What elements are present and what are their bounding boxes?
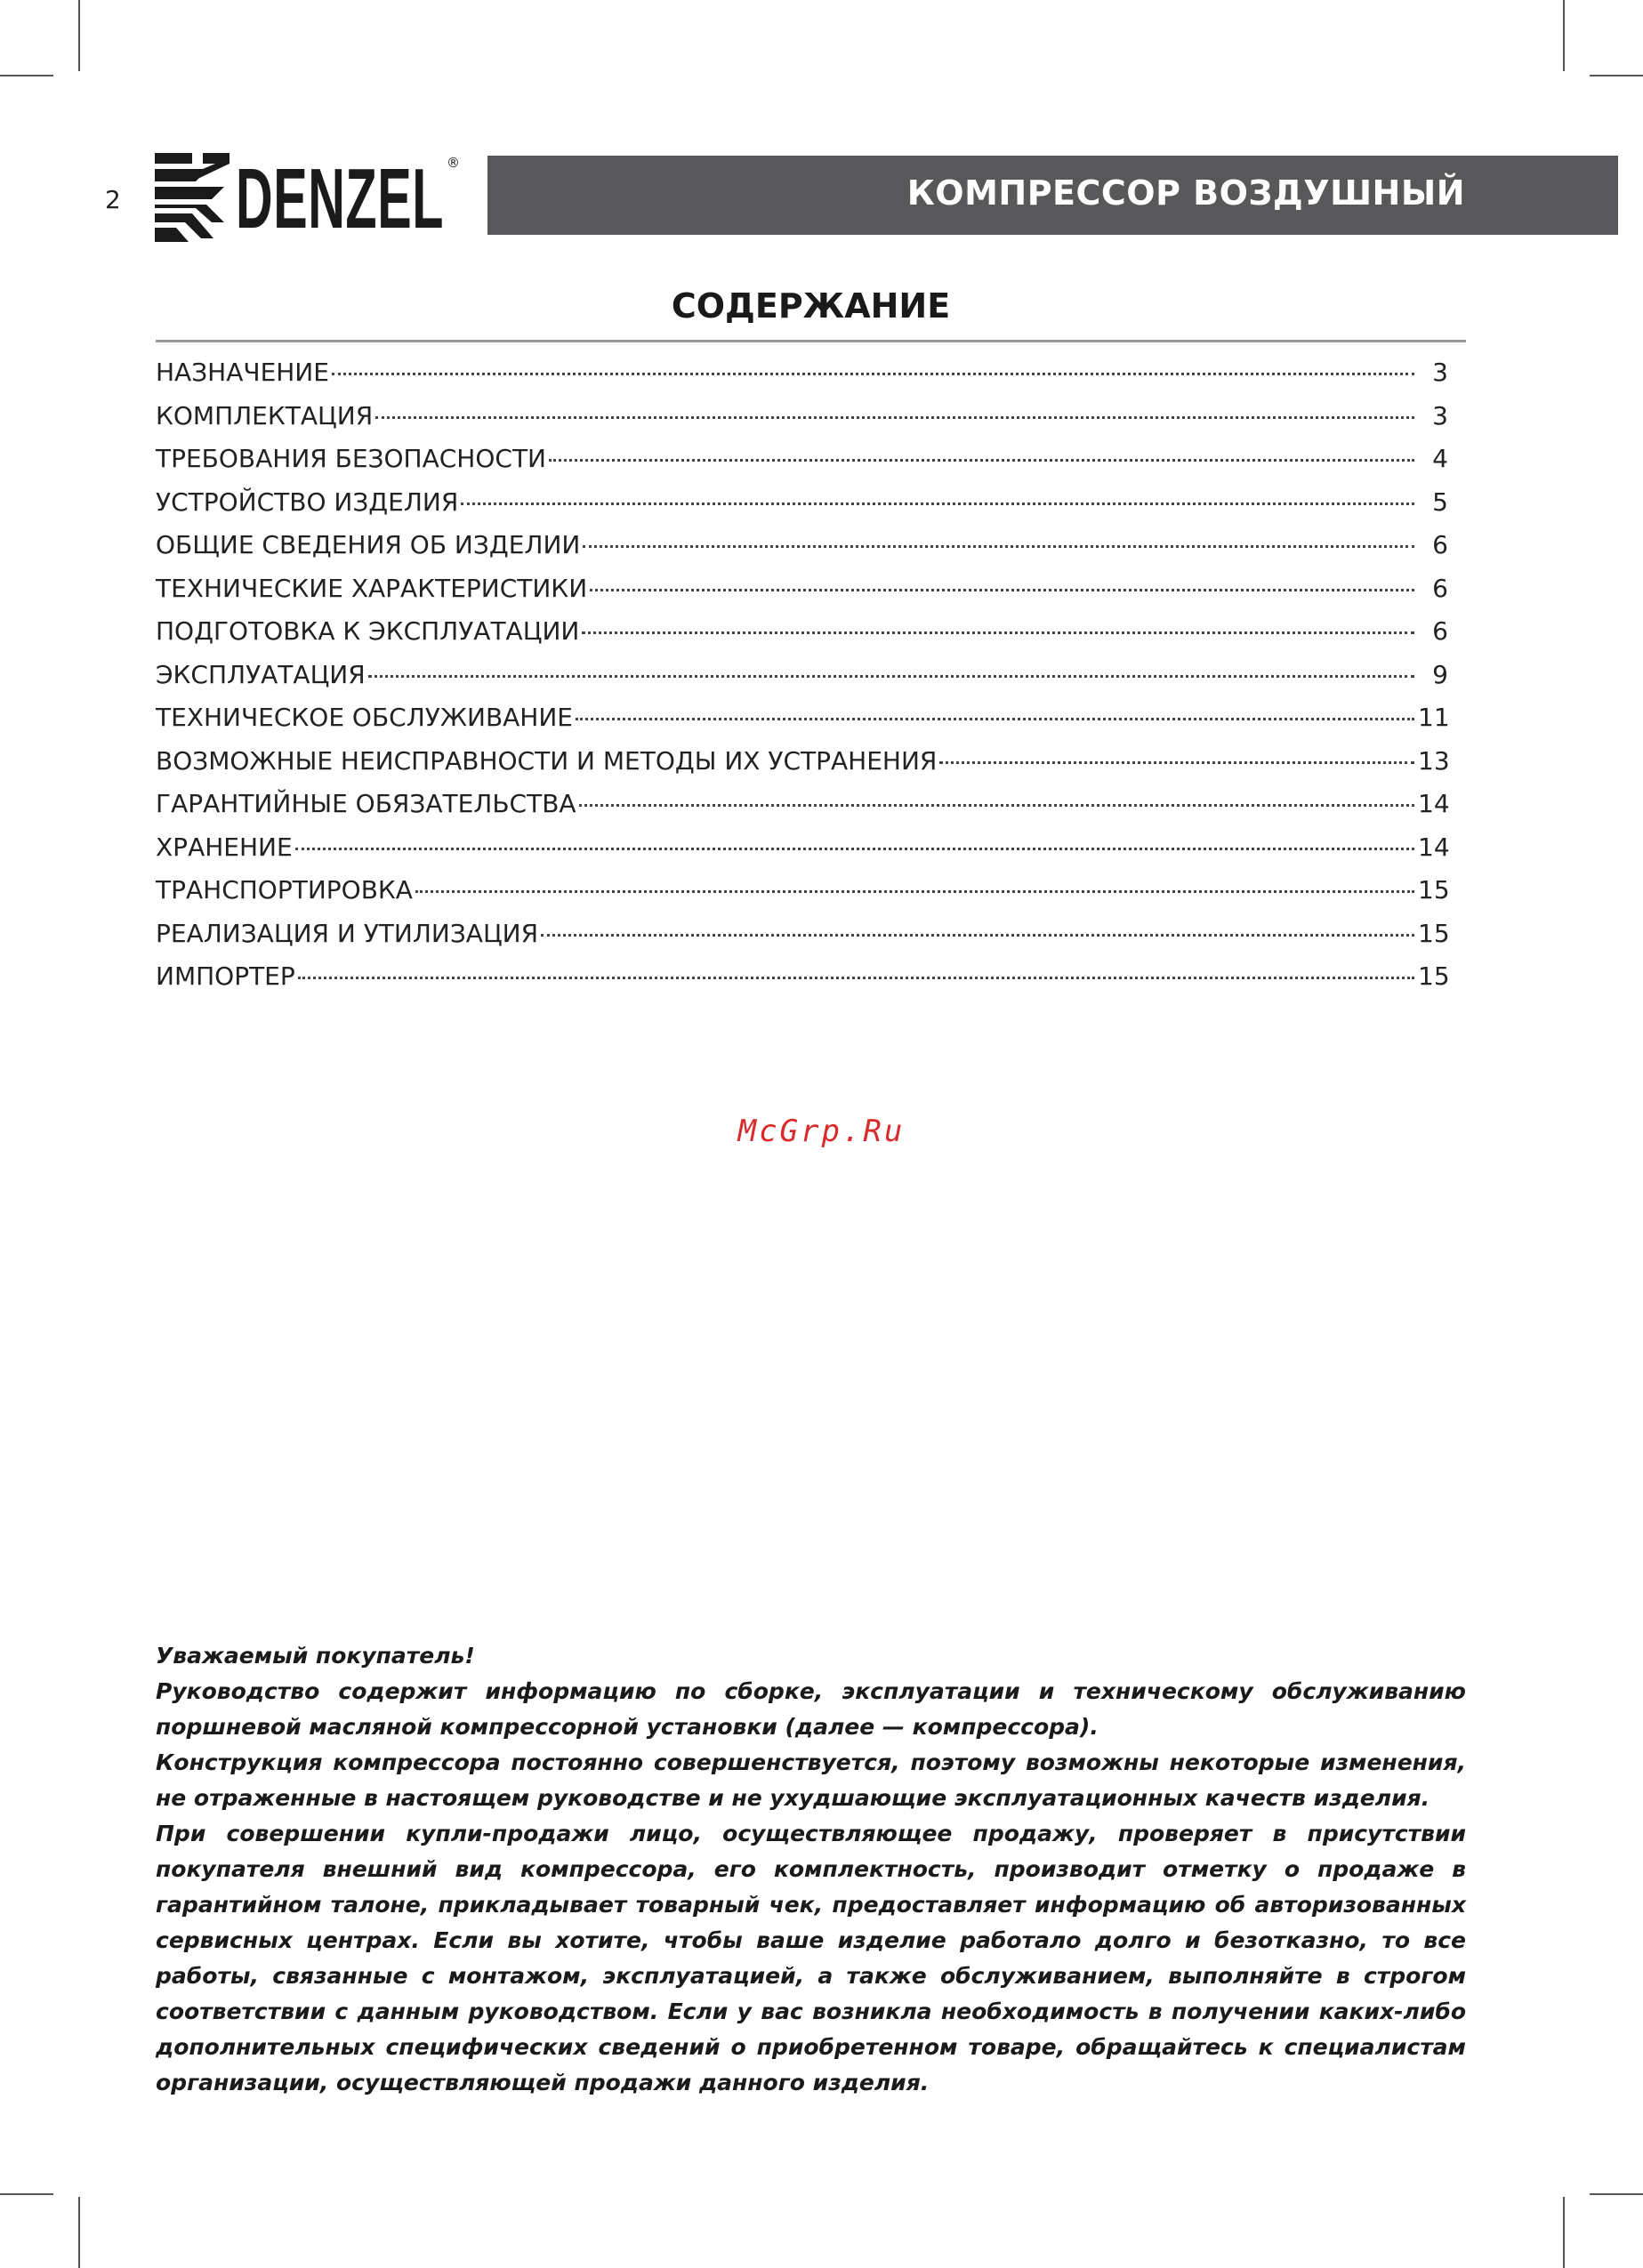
crop-mark [78,2197,80,2268]
toc-divider [156,340,1466,342]
toc-leader-dots [549,459,1414,462]
toc-entry[interactable] [156,530,1448,574]
toc-leader-dots [541,934,1414,937]
crop-mark [1590,75,1643,76]
watermark: McGrp.Ru [737,1114,906,1149]
toc-entry-title: ТРАНСПОРТИРОВКА [156,875,413,905]
intro-paragraph: Руководство содержит информацию по сборке, эксплуатации и техническому обслуживанию поршневой масляной компрессорной установки (далее — компрессора). [156,1678,1466,1740]
toc-entry-title: ГАРАНТИЙНЫЕ ОБЯЗАТЕЛЬСТВА [156,789,576,818]
toc-entry[interactable] [156,961,1448,1005]
toc-entry[interactable] [156,401,1448,445]
toc-entry-title: ВОЗМОЖНЫЕ НЕИСПРАВНОСТИ И МЕТОДЫ ИХ УСТРАНЕНИЯ [156,745,938,776]
toc-entry-title: ЭКСПЛУАТАЦИЯ [156,659,366,689]
toc-entry-page: 11 [1418,703,1450,732]
toc-entry-page: 9 [1432,659,1448,689]
toc-entry[interactable] [156,746,1448,790]
intro-paragraph: Конструкция компрессора постоянно совершенствуется, поэтому возможны некоторые изменения, не отраженные в настоящем руководстве и не ухудшающие эксплуатационных качеств изделия. [156,1749,1466,1811]
crop-mark [1563,0,1565,71]
toc-entry-title: КОМПЛЕКТАЦИЯ [156,400,374,430]
crop-mark [1590,2193,1643,2195]
toc-entry[interactable] [156,789,1448,832]
toc-entry-page: 6 [1432,573,1448,603]
toc-entry[interactable] [156,919,1448,962]
toc-leader-dots [295,848,1414,850]
toc-leader-dots [298,977,1414,979]
toc-entry[interactable] [156,875,1448,919]
toc-leader-dots [332,373,1414,375]
toc-entry-page: 13 [1418,745,1450,776]
toc-entry-page: 6 [1432,530,1448,559]
intro-paragraph: При совершении купли-продажи лицо, осуществляющее продажу, проверяет в присутствии покупателя внешний вид компрессора, его комплектность, производит отметку о продаже в гарантийном талоне, прикладывает товарный чек, предоставляет информацию об авторизованных сервисных центрах. Если вы хотите, чтобы ваше изделие работало долго и безотказно, то все работы, связанные с монтажом, эксплуатацией, а также обслуживанием, выполняйте в строгом соответствии с данным руководством. Если у вас возникла необходимость в получении каких-либо дополнительных специфических сведений о приобретенном товаре, обращайтесь к специалистам организации, осуществляющей продажи данного изделия. [156,1821,1466,2095]
toc-entry-title: ПОДГОТОВКА К ЭКСПЛУАТАЦИИ [156,616,580,646]
crop-mark [78,0,80,71]
toc-entry-page: 14 [1418,789,1450,818]
toc-leader-dots [590,589,1414,591]
toc-entry-title: ТРЕБОВАНИЯ БЕЗОПАСНОСТИ [156,444,546,473]
toc-entry-page: 15 [1418,918,1450,948]
crop-mark [0,75,53,76]
toc-leader-dots [415,890,1414,893]
toc-entry[interactable] [156,358,1448,401]
toc-entry[interactable] [156,487,1448,531]
toc-entry-page: 4 [1432,444,1448,473]
brand-logo [153,151,463,244]
toc-entry-page: 5 [1432,487,1448,517]
toc-heading: СОДЕРЖАНИЕ [671,286,951,326]
document-title: КОМПРЕССОР ВОЗДУШНЫЙ [906,173,1465,213]
toc-entry-page: 15 [1418,875,1450,905]
toc-entry-page: 15 [1418,961,1450,991]
crop-mark [1563,2197,1565,2268]
toc-entry-title: РЕАЛИЗАЦИЯ И УТИЛИЗАЦИЯ [156,918,539,948]
toc-entry[interactable] [156,616,1448,660]
toc-leader-dots [368,675,1414,678]
toc-entry-title: УСТРОЙСТВО ИЗДЕЛИЯ [156,487,459,517]
toc-leader-dots [461,503,1414,505]
toc-entry-title: ХРАНЕНИЕ [156,832,293,862]
toc-entry-page: 3 [1432,400,1448,430]
toc-leader-dots [582,631,1414,634]
registered-mark: ® [447,155,460,171]
toc-entry[interactable] [156,832,1448,876]
toc-entry-title: НАЗНАЧЕНИЕ [156,358,329,387]
toc-entry[interactable] [156,574,1448,617]
toc-leader-dots [576,718,1414,720]
toc-entry-page: 3 [1432,358,1448,387]
toc-entry-title: ТЕХНИЧЕСКИЕ ХАРАКТЕРИСТИКИ [156,573,588,603]
intro-greeting: Уважаемый покупатель! [156,1643,475,1669]
toc-entry[interactable] [156,703,1448,746]
toc-entry[interactable] [156,444,1448,487]
toc-entry-title: ТЕХНИЧЕСКОЕ ОБСЛУЖИВАНИЕ [156,703,573,732]
toc-leader-dots [375,416,1414,419]
toc-entry-page: 6 [1432,616,1448,646]
toc-leader-dots [583,545,1414,548]
denzel-emblem-icon [153,151,233,244]
crop-mark [0,2193,53,2195]
toc-entry[interactable] [156,660,1448,704]
toc-entry-title: ОБЩИЕ СВЕДЕНИЯ ОБ ИЗДЕЛИИ [156,530,581,559]
page-number: 2 [105,185,121,214]
header-band [487,156,1618,235]
toc-entry-page: 14 [1418,832,1450,862]
intro-text [156,1638,1466,2101]
toc-leader-dots [939,761,1414,764]
toc-leader-dots [579,804,1414,807]
table-of-contents [156,358,1448,1005]
toc-entry-title: ИМПОРТЕР [156,961,295,991]
brand-name: DENZEL [236,151,444,246]
